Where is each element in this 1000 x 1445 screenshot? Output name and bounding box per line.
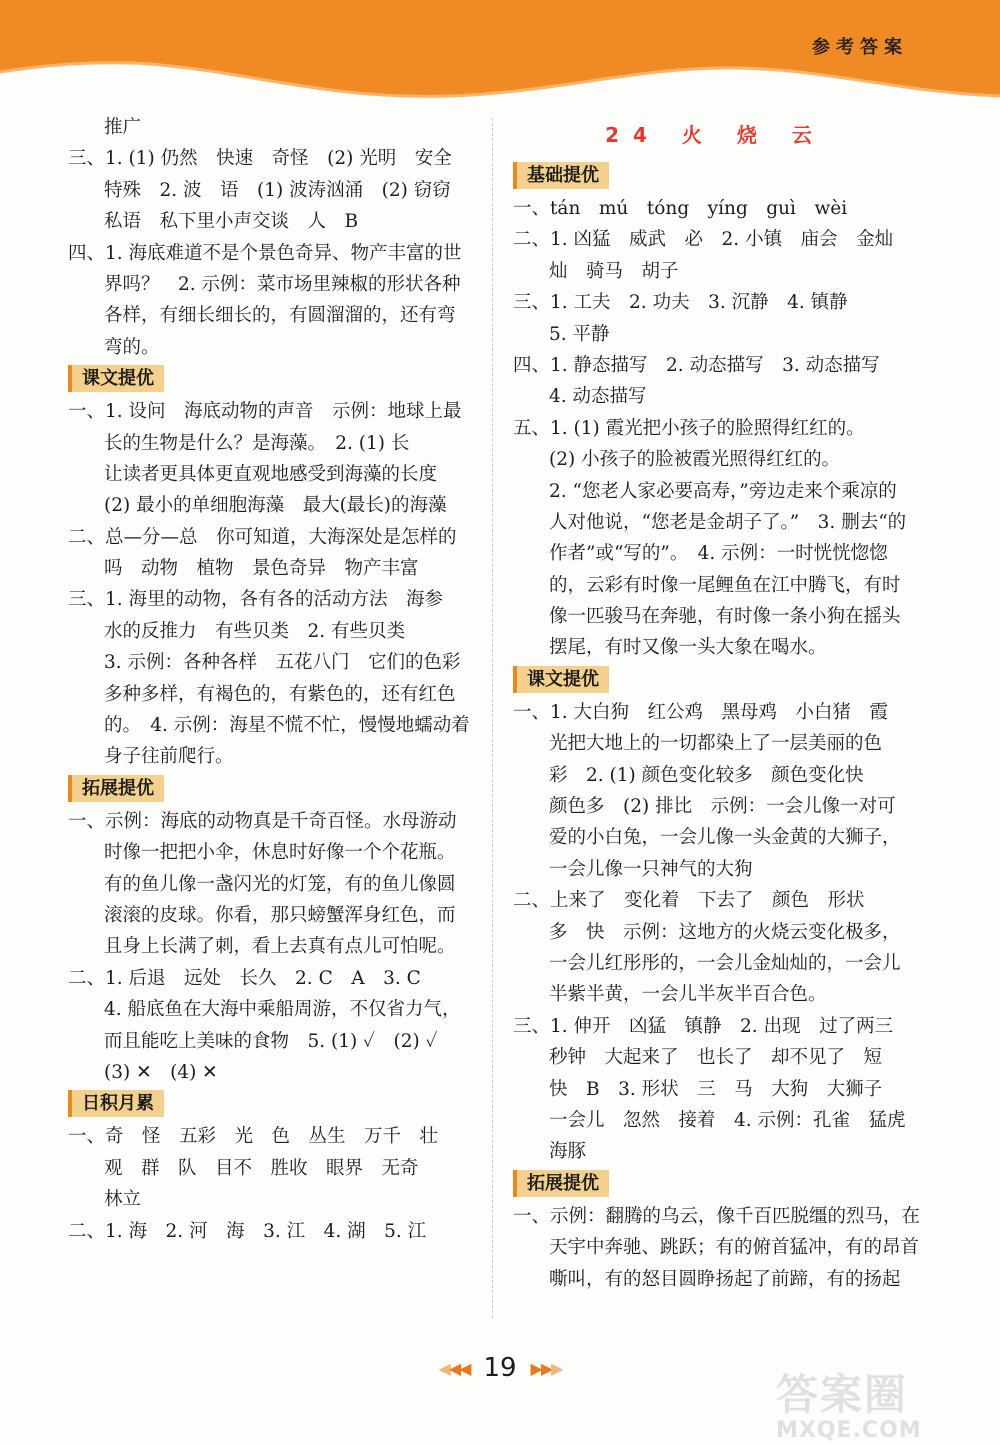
answer-line: 摆尾，有时又像一头大象在喝水。: [549, 637, 827, 659]
answer-line: 一会儿像一只神气的大狗: [549, 858, 753, 880]
answer-line: 作者”或“写的”。 4. 示例：一时恍恍惚惚: [549, 543, 888, 565]
page-header: [0, 0, 1000, 110]
answer-line: 颜色多 (2) 排比 示例：一会儿像一对可: [549, 796, 896, 818]
answer-line: (3) ✕ (4) ✕: [104, 1061, 218, 1083]
answer-line: 3. 示例：各种各样 五花八门 它们的色彩: [104, 652, 461, 674]
answer-line: 2. “您老人家必要高寿，”旁边走来个乘凉的: [549, 480, 897, 502]
right-arrows-icon: ▶▶▶: [530, 1358, 562, 1378]
answer-line: 四、1. 海底难道不是个景色奇异、物产丰富的世: [68, 242, 462, 264]
answer-line: 多种多样，有褐色的，有紫色的，还有红色: [104, 683, 456, 705]
answer-line: 特殊 2. 波 语 (1) 波涛汹涌 (2) 窃窃: [104, 179, 451, 201]
answer-line: 一、tán mú tóng yíng guì wèi: [513, 198, 848, 219]
answer-line: 一、示例：海底的动物真是千奇百怪。水母游动: [68, 810, 457, 832]
answer-line: 身子往前爬行。: [104, 746, 234, 768]
answer-line: 时像一把把小伞，休息时好像一个个花瓶。: [104, 842, 456, 864]
answer-line: 4. 动态描写: [549, 386, 647, 408]
answer-line: 观 群 队 目不 胜收 眼界 无奇: [104, 1157, 419, 1179]
answers-block-continued: [68, 112, 473, 363]
answer-line: 像一匹骏马在奔驰，有时像一条小狗在摇头: [549, 606, 901, 628]
answer-line: 灿 骑马 胡子: [549, 260, 679, 282]
answers-block: [68, 806, 473, 1089]
answer-line: 界吗？ 2. 示例：菜市场里辣椒的形状各种: [104, 273, 461, 295]
answer-line: 二、总—分—总 你可知道，大海深处是怎样的: [68, 526, 457, 548]
answer-line: 推广: [104, 117, 142, 138]
column-divider: [492, 118, 493, 1318]
section-heading-text-improvement: 课文提优: [68, 365, 164, 392]
answer-line: 一会儿红彤彤的，一会儿金灿灿的，一会儿: [549, 952, 901, 974]
answer-line: 而且能吃上美味的食物 5. (1) ✓ (2) ✓: [104, 1030, 438, 1052]
answer-line: 二、1. 后退 远处 长久 2. C A 3. C: [68, 967, 421, 989]
page-number: 19: [483, 1353, 517, 1383]
answers-block: [513, 1201, 921, 1295]
section-heading-basic-improvement: 基础提优: [513, 162, 609, 189]
answer-line: 的。 4. 示例：海星不慌不忙，慢慢地蠕动着: [104, 715, 470, 737]
answer-line: 4. 船底鱼在大海中乘船周游，不仅省力气，: [104, 999, 461, 1021]
answers-block: [68, 396, 473, 773]
answer-line: 一、1. 设问 海底动物的声音 示例：地球上最: [68, 401, 462, 423]
answer-line: 有的鱼儿像一盏闪光的灯笼，有的鱼儿像圆: [104, 873, 456, 895]
answer-line: 水的反推力 有些贝类 2. 有些贝类: [104, 620, 406, 642]
section-heading-extension-improvement: 拓展提优: [68, 775, 164, 802]
answer-line: 二、1. 海 2. 河 海 3. 江 4. 湖 5. 江: [68, 1220, 427, 1242]
section-heading-text-improvement: 课文提优: [513, 666, 609, 693]
answer-line: 嘶叫，有的怒目圆睁扬起了前蹄，有的扬起: [549, 1268, 901, 1290]
answer-line: 让读者更具体更直观地感受到海藻的长度: [104, 463, 438, 485]
answer-line: (2) 小孩子的脸被霞光照得红红的。: [549, 449, 841, 471]
section-heading-daily-accumulation: 日积月累: [68, 1090, 164, 1117]
answer-line: 人对他说，“您老是金胡子了。” 3. 删去“的: [549, 511, 907, 533]
answer-line: 二、1. 凶猛 威武 必 2. 小镇 庙会 金灿: [513, 229, 894, 251]
answer-line: 吗 动物 植物 景色奇异 物产丰富: [104, 558, 419, 580]
left-arrows-icon: ◀◀◀: [438, 1358, 470, 1378]
answer-line: (2) 最小的单细胞海藻 最大(最长)的海藻: [104, 495, 447, 517]
answer-line: 长的生物是什么？是海藻。 2. (1) 长: [104, 432, 410, 454]
answer-line: 秒钟 大起来了 也长了 却不见了 短: [549, 1047, 883, 1069]
answer-line: 三、1. 海里的动物，各有各的活动方法 海参: [68, 589, 444, 611]
answer-line: 彩 2. (1) 颜色变化较多 颜色变化快: [549, 764, 864, 786]
answer-line: 私语 私下里小声交谈 人 B: [104, 211, 359, 233]
answer-line: 四、1. 静态描写 2. 动态描写 3. 动态描写: [513, 354, 880, 376]
answer-line: 五、1. (1) 霞光把小孩子的脸照得红红的。: [513, 417, 865, 439]
answer-line: 5. 平静: [549, 323, 610, 345]
answer-line: 天宇中奔驰、跳跃；有的俯首猛冲，有的昂首: [549, 1237, 920, 1259]
answer-line: 各样，有细长细长的，有圆溜溜的，还有弯: [104, 305, 456, 327]
answer-line: 一、1. 大白狗 红公鸡 黑母鸡 小白猪 霞: [513, 701, 889, 723]
right-column: [513, 112, 921, 1295]
watermark-logo-text: 答案圈: [776, 1370, 909, 1419]
watermark-url: MXQE.COM: [776, 1418, 922, 1443]
answers-block: [68, 1121, 473, 1247]
answer-line: 弯的。: [104, 336, 160, 358]
answer-line: 一、示例：翻腾的乌云，像千百匹脱缰的烈马，在: [513, 1205, 921, 1227]
answer-line: 光把大地上的一切都染上了一层美丽的色: [549, 733, 883, 755]
lesson-title: 24 火 烧 云: [605, 123, 826, 147]
answer-line: 一、奇 怪 五彩 光 色 丛生 万千 壮: [68, 1126, 439, 1148]
answer-line: 三、1. 伸开 凶猛 镇静 2. 出现 过了两三: [513, 1015, 894, 1037]
answer-line: 林立: [104, 1189, 142, 1211]
answer-line: 半紫半黄，一会儿半灰半百合色。: [549, 984, 827, 1006]
section-heading-extension-improvement: 拓展提优: [513, 1170, 609, 1197]
answer-line: 三、1. 工夫 2. 功夫 3. 沉静 4. 镇静: [513, 292, 848, 314]
left-column: [68, 112, 473, 1247]
answers-block: [513, 193, 918, 664]
answer-line: 多 快 示例：这地方的火烧云变化极多，: [549, 921, 901, 943]
answer-line: 三、1. (1) 仍然 快速 奇怪 (2) 光明 安全: [68, 148, 452, 170]
answer-line: 海豚: [549, 1141, 587, 1163]
answer-line: 一会儿 忽然 接着 4. 示例：孔雀 猛虎: [549, 1109, 906, 1131]
watermark-logo: [776, 1362, 976, 1442]
answer-line: 爱的小白兔，一会儿像一头金黄的大狮子，: [549, 827, 901, 849]
answers-block: [513, 697, 918, 1168]
answer-line: 快 B 3. 形状 三 马 大狗 大狮子: [549, 1078, 883, 1100]
answer-line: 滚滚的皮球。你看，那只螃蟹浑身红色，而: [104, 904, 456, 926]
answer-line: 且身上长满了刺，看上去真有点儿可怕呢。: [104, 936, 456, 958]
answer-line: 二、上来了 变化着 下去了 颜色 形状: [513, 890, 865, 912]
answer-line: 的，云彩有时像一尾鲤鱼在江中腾飞，有时: [549, 574, 901, 596]
section-title-reference-answers: 参考答案: [812, 37, 908, 58]
